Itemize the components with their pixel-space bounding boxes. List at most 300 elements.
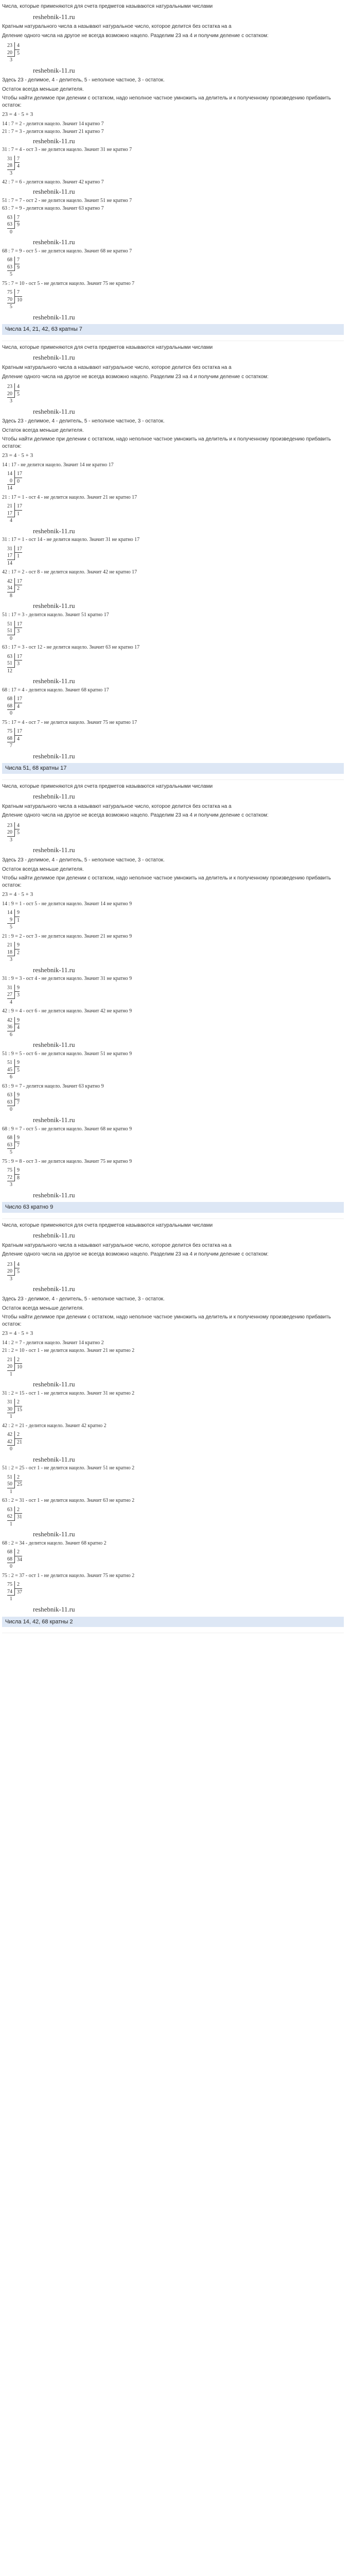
subtrahend: 70: [7, 296, 14, 304]
long-division: [7, 1357, 22, 1378]
divisor-value: 7: [14, 156, 20, 163]
subtrahend: 17: [7, 510, 14, 518]
remainder: 0: [10, 635, 12, 641]
divisor-value: 2: [14, 1549, 22, 1556]
example-divisor: 4: [14, 42, 20, 49]
quotient: 9: [14, 221, 20, 229]
example-subtrahend: 20: [7, 1268, 14, 1276]
section-divisor-9: [2, 783, 344, 1219]
remainder: 8: [10, 592, 12, 599]
remainder: 5: [10, 304, 12, 310]
example-subtrahend: 20: [7, 829, 14, 837]
remainder: 0: [10, 1446, 12, 1452]
example-subtrahend: 20: [7, 391, 14, 398]
calculation-line: 51 : 2 = 25 - ост 1 - не делится нацело. Значит 51 не кратно 2: [2, 1465, 135, 1471]
remainder: 3: [10, 957, 12, 963]
answer-bar: Числа 14, 21, 42, 63 кратны 7: [2, 324, 344, 335]
subtrahend: 51: [7, 628, 14, 635]
divisor-value: 9: [14, 942, 20, 949]
quotient: 10: [14, 1363, 22, 1371]
dividend: 75: [7, 1167, 12, 1174]
long-division: [7, 985, 20, 1006]
dividend-formula-note: Чтобы найти делимое при делении с остатком, надо неполное частное умножить на делитель и к полученному произведению прибавить остаток:: [2, 95, 331, 108]
example-quotient: 5: [14, 829, 20, 837]
divisor-value: 17: [14, 546, 22, 553]
watermark: reshebnik-11.ru: [33, 1530, 75, 1538]
intro-block: [2, 3, 344, 118]
dividend: 51: [7, 1474, 12, 1480]
long-division: [7, 1474, 22, 1496]
subtrahend: 27: [7, 991, 14, 999]
dividend: 51: [7, 1060, 12, 1066]
quotient: 1: [14, 510, 22, 518]
divisor-value: 2: [14, 1506, 22, 1514]
watermark: reshebnik-11.ru: [33, 137, 75, 145]
quotient: 2: [14, 585, 22, 592]
divisor-value: 2: [14, 1399, 22, 1406]
empty-cell: [14, 592, 22, 600]
division-definition: Деление одного числа на другое не всегда возможно нацело. Разделим 23 на 4 и получим деление с остатком:: [2, 812, 269, 819]
watermark: reshebnik-11.ru: [33, 1115, 75, 1124]
multiple-definition: Кратным натурального числа a называют натуральное число, которое делится без остатка на a: [2, 803, 232, 809]
watermark: reshebnik-11.ru: [33, 1191, 75, 1199]
divisor-value: 7: [14, 289, 22, 296]
watermark: reshebnik-11.ru: [33, 965, 75, 974]
multiple-definition: Кратным натурального числа a называют натуральное число, которое делится без остатка на a: [2, 365, 232, 371]
multiple-definition: Кратным натурального числа a называют натуральное число, которое делится без остатка на a: [2, 1242, 232, 1248]
dividend: 68: [7, 1135, 12, 1141]
long-division: [7, 156, 20, 177]
empty-cell: [14, 742, 22, 750]
empty-cell: [14, 1488, 22, 1496]
subtrahend: 63: [7, 1142, 14, 1149]
quotient: 1: [14, 917, 20, 924]
watermark: reshebnik-11.ru: [33, 66, 75, 74]
divisor-value: 17: [14, 503, 22, 510]
dividend-formula-note: Чтобы найти делимое при делении с остатком, надо неполное частное умножить на делитель и к полученному произведению прибавить остаток:: [2, 436, 331, 449]
calculation-line: 31 : 17 = 1 - ост 14 - не делится нацело. Значит 31 не кратно 17: [2, 537, 140, 543]
long-division: [7, 546, 22, 567]
empty-cell: [14, 1031, 20, 1039]
quotient: 34: [14, 1556, 22, 1564]
natural-definition: Числа, которые применяются для счета предметов называются натуральными числами: [2, 1222, 213, 1228]
long-division: [7, 1017, 20, 1039]
quotient: 7: [14, 1099, 20, 1107]
watermark: reshebnik-11.ru: [33, 187, 75, 195]
calculation-line: 63 : 9 = 7 - делится нацело. Значит 63 кратно 9: [2, 1083, 104, 1089]
divisor-value: 2: [14, 1357, 22, 1364]
dividend: 75: [7, 728, 12, 735]
subtrahend: 30: [7, 1406, 14, 1414]
watermark: reshebnik-11.ru: [33, 238, 75, 246]
empty-cell: [14, 229, 20, 236]
watermark: reshebnik-11.ru: [33, 1285, 75, 1293]
empty-cell: [14, 57, 20, 64]
calculation-line: 42 : 2 = 21 - делится нацело. Значит 42 кратно 2: [2, 1422, 107, 1429]
answer-bar: Числа 14, 42, 68 кратны 2: [2, 1617, 344, 1628]
divisor-value: 7: [14, 257, 20, 264]
quotient: 10: [14, 296, 22, 304]
subtrahend: 62: [7, 1513, 14, 1521]
subtrahend: 68: [7, 1556, 14, 1564]
natural-definition: Числа, которые применяются для счета предметов называются натуральными числами: [2, 4, 213, 9]
quotient: 15: [14, 1406, 22, 1414]
remainder: 0: [10, 229, 12, 235]
remainder-note: Остаток всегда меньше делителя.: [2, 866, 84, 872]
remainder: 1: [10, 1596, 12, 1602]
check-equation: 23 = 4 · 5 + 3: [2, 452, 33, 459]
dividend: 42: [7, 1432, 12, 1438]
empty-cell: [14, 1371, 22, 1378]
dividend: 31: [7, 985, 12, 991]
subtrahend: 72: [7, 1174, 14, 1182]
divisor-value: 17: [14, 653, 22, 660]
division-explanation: Здесь 23 - делимое, 4 - делитель, 5 - неполное частное, 3 - остаток.: [2, 1296, 165, 1302]
example-division: [7, 1261, 20, 1283]
division-explanation: Здесь 23 - делимое, 4 - делитель, 5 - неполное частное, 3 - остаток.: [2, 77, 165, 83]
dividend: 63: [7, 653, 12, 659]
subtrahend: 9: [7, 917, 14, 924]
remainder: 4: [10, 518, 12, 524]
subtrahend: 36: [7, 1024, 14, 1031]
calculation-line: 42 : 7 = 6 - делится нацело. Значит 42 кратно 7: [2, 179, 104, 185]
long-division: [7, 470, 22, 492]
subtrahend: 34: [7, 585, 14, 592]
section-divisor-2: [2, 1222, 344, 1633]
divisor-value: 2: [14, 1581, 22, 1588]
calculation-line: 51 : 17 = 3 - делится нацело. Значит 51 кратно 17: [2, 612, 109, 618]
natural-definition: Числа, которые применяются для счета предметов называются натуральными числами: [2, 344, 213, 350]
divisor-value: 17: [14, 470, 22, 478]
quotient: 37: [14, 1588, 22, 1596]
remainder-note: Остаток всегда меньше делителя.: [2, 1305, 84, 1311]
subtrahend: 28: [7, 162, 14, 170]
empty-cell: [14, 1149, 20, 1156]
quotient: 4: [14, 162, 20, 170]
divisor-value: 9: [14, 1059, 20, 1066]
check-equation: 23 = 4 · 5 + 3: [2, 891, 33, 898]
long-division: [7, 289, 22, 311]
quotient: 31: [14, 1513, 22, 1521]
empty-cell: [14, 668, 22, 675]
division-definition: Деление одного числа на другое не всегда возможно нацело. Разделим 23 на 4 и получим деление с остатком:: [2, 32, 269, 39]
example-quotient: 5: [14, 391, 20, 398]
empty-cell: [14, 517, 22, 524]
remainder: 0: [10, 1564, 12, 1570]
remainder: 1: [10, 1521, 12, 1527]
quotient: 0: [14, 478, 22, 485]
calculation-line: 31 : 9 = 3 - ост 4 - не делится нацело. Значит 31 не кратно 9: [2, 976, 132, 982]
subtrahend: 68: [7, 735, 14, 743]
watermark: reshebnik-11.ru: [33, 12, 75, 21]
dividend: 21: [7, 942, 12, 948]
empty-cell: [14, 710, 22, 717]
long-division: [7, 621, 22, 642]
calculation-line: 75 : 17 = 4 - ост 7 - не делится нацело. Значит 75 не кратно 17: [2, 719, 137, 725]
subtrahend: 63: [7, 221, 14, 229]
calculation-line: 51 : 7 = 7 - ост 2 - не делится нацело. Значит 51 не кратно 7: [2, 197, 132, 204]
dividend: 63: [7, 214, 12, 221]
remainder: 14: [7, 485, 12, 492]
quotient: 3: [14, 660, 22, 668]
dividend: 42: [7, 1017, 12, 1023]
example-division: [7, 383, 20, 405]
calculation-line: 42 : 9 = 4 - ост 6 - не делится нацело. Значит 42 не кратно 9: [2, 1008, 132, 1014]
long-division: [7, 1549, 22, 1570]
answer-bar: Числа 51, 68 кратны 17: [2, 763, 344, 774]
example-division: [7, 822, 20, 844]
watermark: reshebnik-11.ru: [33, 846, 75, 854]
calculation-line: 42 : 17 = 2 - ост 8 - не делится нацело. Значит 42 не кратно 17: [2, 569, 137, 575]
long-division: [7, 1134, 20, 1156]
example-dividend: 23: [7, 822, 12, 828]
calculation-line: 63 : 17 = 3 - ост 12 - не делится нацело. Значит 63 не кратно 17: [2, 645, 140, 650]
divisor-value: 17: [14, 728, 22, 735]
dividend: 51: [7, 621, 12, 627]
remainder: 14: [7, 560, 12, 566]
long-division: [7, 214, 20, 236]
subtrahend: 42: [7, 1438, 14, 1446]
watermark: reshebnik-11.ru: [33, 1041, 75, 1049]
long-division: [7, 1399, 22, 1420]
empty-cell: [14, 837, 20, 844]
remainder: 5: [10, 272, 12, 278]
empty-cell: [14, 485, 22, 492]
watermark: reshebnik-11.ru: [33, 353, 75, 362]
calculation-line: 14 : 2 = 7 - делится нацело. Значит 14 кратно 2: [2, 1340, 104, 1346]
subtrahend: 74: [7, 1588, 14, 1596]
divisor-value: 9: [14, 1092, 20, 1099]
watermark: reshebnik-11.ru: [33, 527, 75, 535]
example-dividend: 23: [7, 1261, 12, 1267]
remainder: 7: [10, 743, 12, 749]
example-divisor: 4: [14, 1261, 20, 1268]
subtrahend: 51: [7, 660, 14, 668]
empty-cell: [14, 1276, 20, 1283]
quotient: 3: [14, 628, 22, 635]
divisor-value: 7: [14, 214, 20, 222]
calculation-line: 75 : 7 = 10 - ост 5 - не делится нацело. Значит 75 не кратно 7: [2, 280, 135, 286]
quotient: 4: [14, 1024, 20, 1031]
watermark: reshebnik-11.ru: [33, 1605, 75, 1613]
section-divisor-17: [2, 344, 344, 780]
long-division: [7, 942, 20, 963]
divisor-value: 17: [14, 578, 22, 585]
divisor-value: 9: [14, 1167, 20, 1174]
empty-cell: [14, 1413, 22, 1420]
long-division: [7, 1092, 20, 1113]
intro-block: [2, 783, 344, 899]
subtrahend: 68: [7, 703, 14, 710]
remainder: 1: [10, 1414, 12, 1420]
section-divisor-7: [2, 3, 344, 341]
remainder: 5: [10, 1149, 12, 1156]
dividend: 31: [7, 1399, 12, 1405]
calculation-line: 31 : 7 = 4 - ост 3 - не делится нацело. Значит 31 не кратно 7: [2, 147, 132, 153]
long-division: [7, 257, 20, 278]
remainder: 0: [10, 1107, 12, 1113]
quotient: 21: [14, 1438, 22, 1446]
empty-cell: [14, 1596, 22, 1603]
calculation-line: 14 : 17 - не делится нацело. Значит 14 не кратно 17: [2, 462, 114, 468]
remainder-note: Остаток всегда меньше делителя.: [2, 427, 84, 433]
remainder: 1: [10, 1371, 12, 1377]
example-subtrahend: 20: [7, 49, 14, 57]
long-division: [7, 728, 22, 750]
quotient: 8: [14, 1174, 20, 1182]
calculation-line: 63 : 2 = 31 - ост 1 - не делится нацело. Значит 63 не кратно 2: [2, 1498, 135, 1504]
long-division: [7, 909, 20, 931]
long-division: [7, 1059, 20, 1081]
divisor-value: 9: [14, 909, 20, 917]
subtrahend: 18: [7, 949, 14, 957]
intro-block: [2, 1222, 344, 1337]
remainder-note: Остаток всегда меньше делителя.: [2, 86, 84, 92]
long-division: [7, 1431, 22, 1453]
divisor-value: 17: [14, 621, 22, 628]
dividend: 21: [7, 503, 12, 510]
empty-cell: [14, 924, 20, 931]
long-division: [7, 578, 22, 600]
remainder: 1: [10, 1488, 12, 1495]
empty-cell: [14, 1074, 20, 1081]
remainder: 0: [10, 710, 12, 717]
calculation-line: 14 : 9 = 1 - ост 5 - не делится нацело. Значит 14 не кратно 9: [2, 901, 132, 907]
remainder: 12: [7, 668, 12, 674]
empty-cell: [14, 271, 20, 278]
divisor-value: 2: [14, 1474, 22, 1481]
calculation-line: 68 : 9 = 7 - ост 5 - не делится нацело. Значит 68 не кратно 9: [2, 1126, 132, 1132]
quotient: 3: [14, 991, 20, 999]
long-division: [7, 696, 22, 717]
dividend: 68: [7, 696, 12, 702]
example-divisor: 4: [14, 822, 20, 829]
remainder: 6: [10, 1031, 12, 1038]
example-dividend: 23: [7, 384, 12, 390]
dividend: 31: [7, 156, 12, 162]
natural-definition: Числа, которые применяются для счета предметов называются натуральными числами: [2, 783, 213, 789]
divisor-value: 2: [14, 1431, 22, 1438]
remainder: 3: [10, 1182, 12, 1188]
quotient: 5: [14, 1066, 20, 1074]
calculation-line: 68 : 17 = 4 - делится нацело. Значит 68 кратно 17: [2, 687, 109, 693]
division-explanation: Здесь 23 - делимое, 4 - делитель, 5 - неполное частное, 3 - остаток.: [2, 418, 165, 425]
dividend: 63: [7, 1506, 12, 1513]
long-division: [7, 1581, 22, 1603]
example-remainder: 3: [10, 57, 12, 63]
dividend: 14: [7, 471, 12, 477]
example-remainder: 3: [10, 837, 12, 843]
division-definition: Деление одного числа на другое не всегда возможно нацело. Разделим 23 на 4 и получим деление с остатком:: [2, 374, 269, 380]
divisor-value: 17: [14, 696, 22, 703]
remainder: 4: [10, 999, 12, 1005]
check-equation: 23 = 4 · 5 + 3: [2, 1330, 33, 1336]
calculation-line: 68 : 2 = 34 - делится нацело. Значит 68 кратно 2: [2, 1540, 107, 1546]
dividend-formula-note: Чтобы найти делимое при делении с остатком, надо неполное частное умножить на делитель и к полученному произведению прибавить остаток:: [2, 1314, 331, 1327]
empty-cell: [14, 303, 22, 311]
dividend-formula-note: Чтобы найти делимое при делении с остатком, надо неполное частное умножить на делитель и к полученному произведению прибавить остаток:: [2, 875, 331, 888]
remainder: 3: [10, 170, 12, 176]
subtrahend: 0: [7, 478, 14, 485]
empty-cell: [14, 1181, 20, 1189]
quotient: 7: [14, 1142, 20, 1149]
watermark: reshebnik-11.ru: [33, 313, 75, 321]
dividend: 14: [7, 910, 12, 916]
watermark: reshebnik-11.ru: [33, 1380, 75, 1388]
empty-cell: [14, 999, 20, 1006]
calculation-line: 75 : 2 = 37 - ост 1 - не делится нацело. Значит 75 не кратно 2: [2, 1572, 135, 1579]
calculation-line: 68 : 7 = 9 - ост 5 - не делится нацело. Значит 68 не кратно 7: [2, 248, 132, 254]
watermark: reshebnik-11.ru: [33, 677, 75, 685]
example-divisor: 4: [14, 383, 20, 391]
calculation-line: 21 : 17 = 1 - ост 4 - не делится нацело. Значит 21 не кратно 17: [2, 494, 137, 500]
calculation-line: 31 : 2 = 15 - ост 1 - не делится нацело. Значит 31 не кратно 2: [2, 1390, 135, 1396]
calculation-line: 51 : 9 = 5 - ост 6 - не делится нацело. Значит 51 не кратно 9: [2, 1050, 132, 1057]
subtrahend: 17: [7, 552, 14, 560]
long-division: [7, 1167, 20, 1189]
divisor-value: 9: [14, 1134, 20, 1142]
division-explanation: Здесь 23 - делимое, 4 - делитель, 5 - неполное частное, 3 - остаток.: [2, 857, 165, 863]
empty-cell: [14, 170, 20, 177]
calculation-line: 21 : 7 = 3 - делится нацело. Значит 21 кратно 7: [2, 129, 104, 135]
dividend: 31: [7, 546, 12, 552]
quotient: 1: [14, 552, 22, 560]
long-division: [7, 653, 22, 675]
calculation-line: 75 : 9 = 8 - ост 3 - не делится нацело. Значит 75 не кратно 9: [2, 1158, 132, 1164]
check-equation: 23 = 4 · 5 + 3: [2, 111, 33, 118]
quotient: 4: [14, 735, 22, 743]
empty-cell: [14, 1446, 22, 1453]
empty-cell: [14, 635, 22, 642]
example-dividend: 23: [7, 43, 12, 49]
dividend: 68: [7, 257, 12, 263]
calculation-line: 63 : 7 = 9 - делится нацело. Значит 63 кратно 7: [2, 206, 104, 212]
example-remainder: 3: [10, 1276, 12, 1282]
dividend: 63: [7, 1092, 12, 1098]
example-remainder: 3: [10, 398, 12, 404]
dividend: 75: [7, 1582, 12, 1588]
multiple-definition: Кратным натурального числа a называют натуральное число, которое делится без остатка на a: [2, 24, 232, 30]
watermark: reshebnik-11.ru: [33, 602, 75, 610]
divisor-value: 9: [14, 985, 20, 992]
remainder: 6: [10, 1074, 12, 1080]
dividend: 75: [7, 290, 12, 296]
quotient: 25: [14, 1481, 22, 1488]
empty-cell: [14, 1521, 22, 1528]
subtrahend: 20: [7, 1363, 14, 1371]
quotient: 9: [14, 264, 20, 272]
dividend: 42: [7, 578, 12, 584]
subtrahend: 50: [7, 1481, 14, 1488]
calculation-line: 14 : 7 = 2 - делится нацело. Значит 14 кратно 7: [2, 121, 104, 127]
subtrahend: 63: [7, 264, 14, 272]
calculation-line: 21 : 2 = 10 - ост 1 - не делится нацело. Значит 21 не кратно 2: [2, 1348, 135, 1354]
subtrahend: 63: [7, 1099, 14, 1107]
quotient: 2: [14, 949, 20, 957]
division-definition: Деление одного числа на другое не всегда возможно нацело. Разделим 23 на 4 и получим деление с остатком:: [2, 1251, 269, 1258]
long-division: [7, 1506, 22, 1528]
watermark: reshebnik-11.ru: [33, 407, 75, 415]
divisor-value: 9: [14, 1017, 20, 1024]
subtrahend: 45: [7, 1066, 14, 1074]
example-quotient: 5: [14, 1268, 20, 1276]
empty-cell: [14, 1563, 22, 1570]
intro-block: [2, 344, 344, 460]
empty-cell: [14, 1106, 20, 1113]
empty-cell: [14, 956, 20, 963]
watermark: reshebnik-11.ru: [33, 1455, 75, 1463]
example-quotient: 5: [14, 49, 20, 57]
